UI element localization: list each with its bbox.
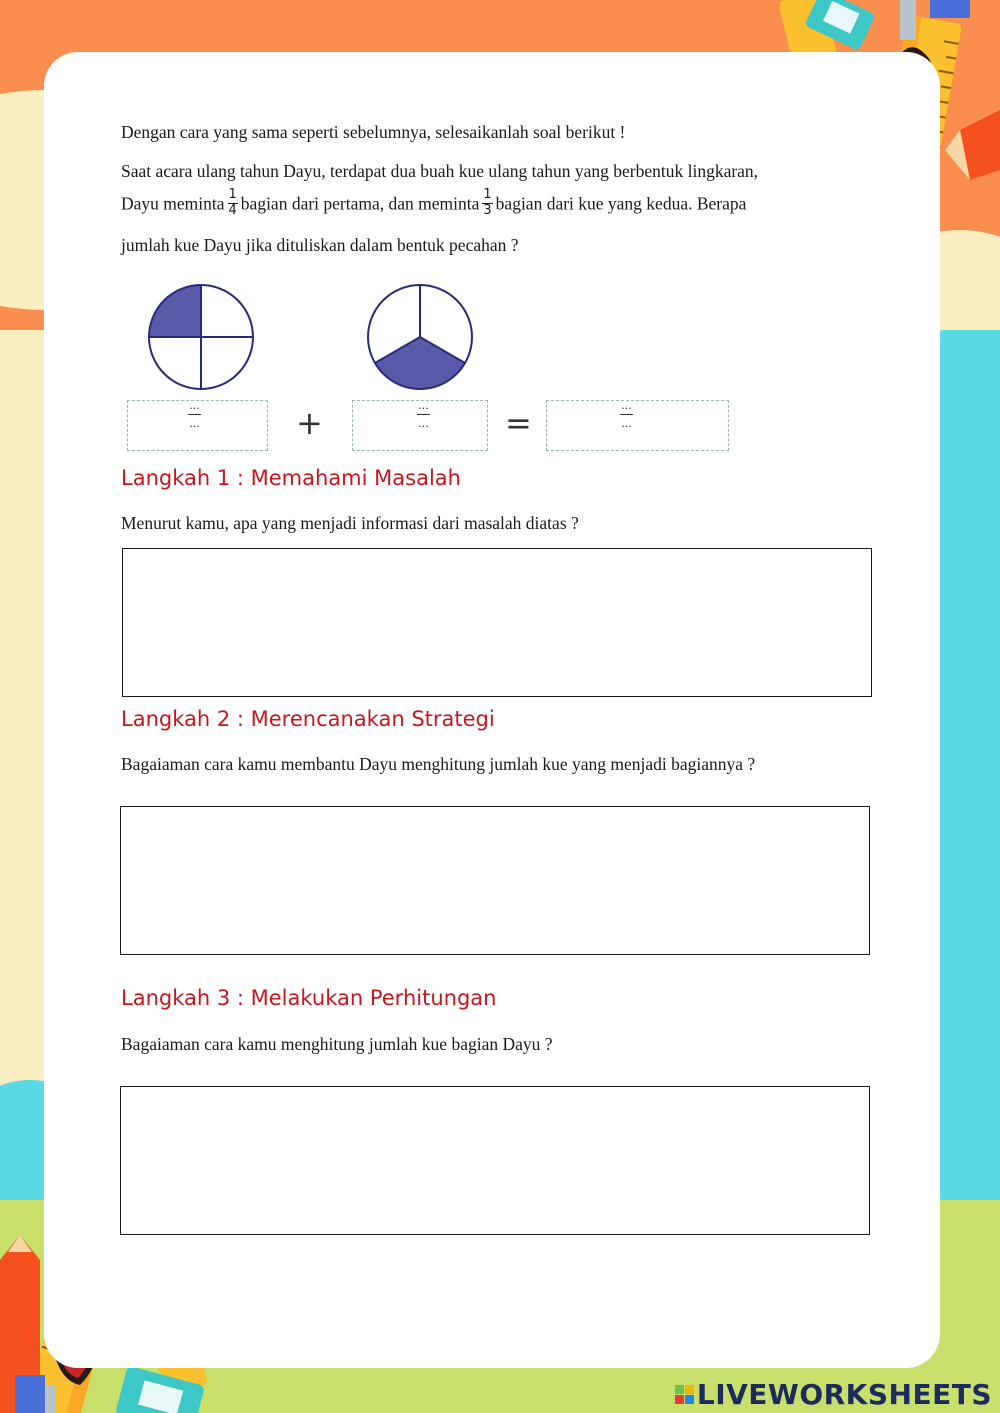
problem-line-3: jumlah kue Dayu jika dituliskan dalam bentuk pecahan ? [121,235,519,255]
problem-line-2-part-b: bagian dari pertama, dan meminta [240,193,480,214]
step-2-heading: Langkah 2 : Merencanakan Strategi [121,707,495,731]
problem-line-1: Saat acara ulang tahun Dayu, terdapat dua buah kue ulang tahun yang berbentuk lingkaran, [121,161,759,181]
fraction-blank-1: ... ... [189,399,200,430]
fraction-one-third: $\frac{1}{3}$ [483,187,492,218]
step-3-question: Bagaiaman cara kamu menghitung jumlah kue bagian Dayu ? [121,1034,553,1054]
fraction-blank-2: ... ... [418,399,429,430]
step-1-answer-box[interactable] [122,548,872,697]
step-2-answer-box[interactable] [120,806,870,955]
problem-line-2-part-c: bagian dari kue yang kedua. Berapa [495,193,747,214]
plus-sign: + [296,404,323,442]
step-3-heading: Langkah 3 : Melakukan Perhitungan [121,986,497,1010]
circle-third-shaded-part [375,337,465,389]
circle-one-quarter-diagram [145,281,257,393]
step-3-answer-box[interactable] [120,1086,870,1235]
circle-one-third-diagram [364,281,476,393]
step-1-heading: Langkah 1 : Memahami Masalah [121,466,461,490]
problem-line-2-part-a: Dayu meminta [121,193,225,214]
liveworksheets-logo-text: LIVEWORKSHEETS [696,1378,992,1411]
equals-sign: = [505,404,532,442]
fraction-blank-result: ... ... [621,399,632,430]
liveworksheets-logo [675,1378,992,1411]
liveworksheets-logo-icon [675,1385,694,1404]
fraction-one-quarter: $\frac{1}{4}$ [228,187,237,218]
fraction-input-result[interactable] [546,400,729,451]
step-1-question: Menurut kamu, apa yang menjadi informasi dari masalah diatas ? [121,513,579,533]
problem-line-2 [121,187,747,221]
step-2-question: Bagaiaman cara kamu membantu Dayu menghitung jumlah kue yang menjadi bagiannya ? [121,754,756,774]
intro-text: Dengan cara yang sama seperti sebelumnya, selesaikanlah soal berikut ! [121,122,626,142]
